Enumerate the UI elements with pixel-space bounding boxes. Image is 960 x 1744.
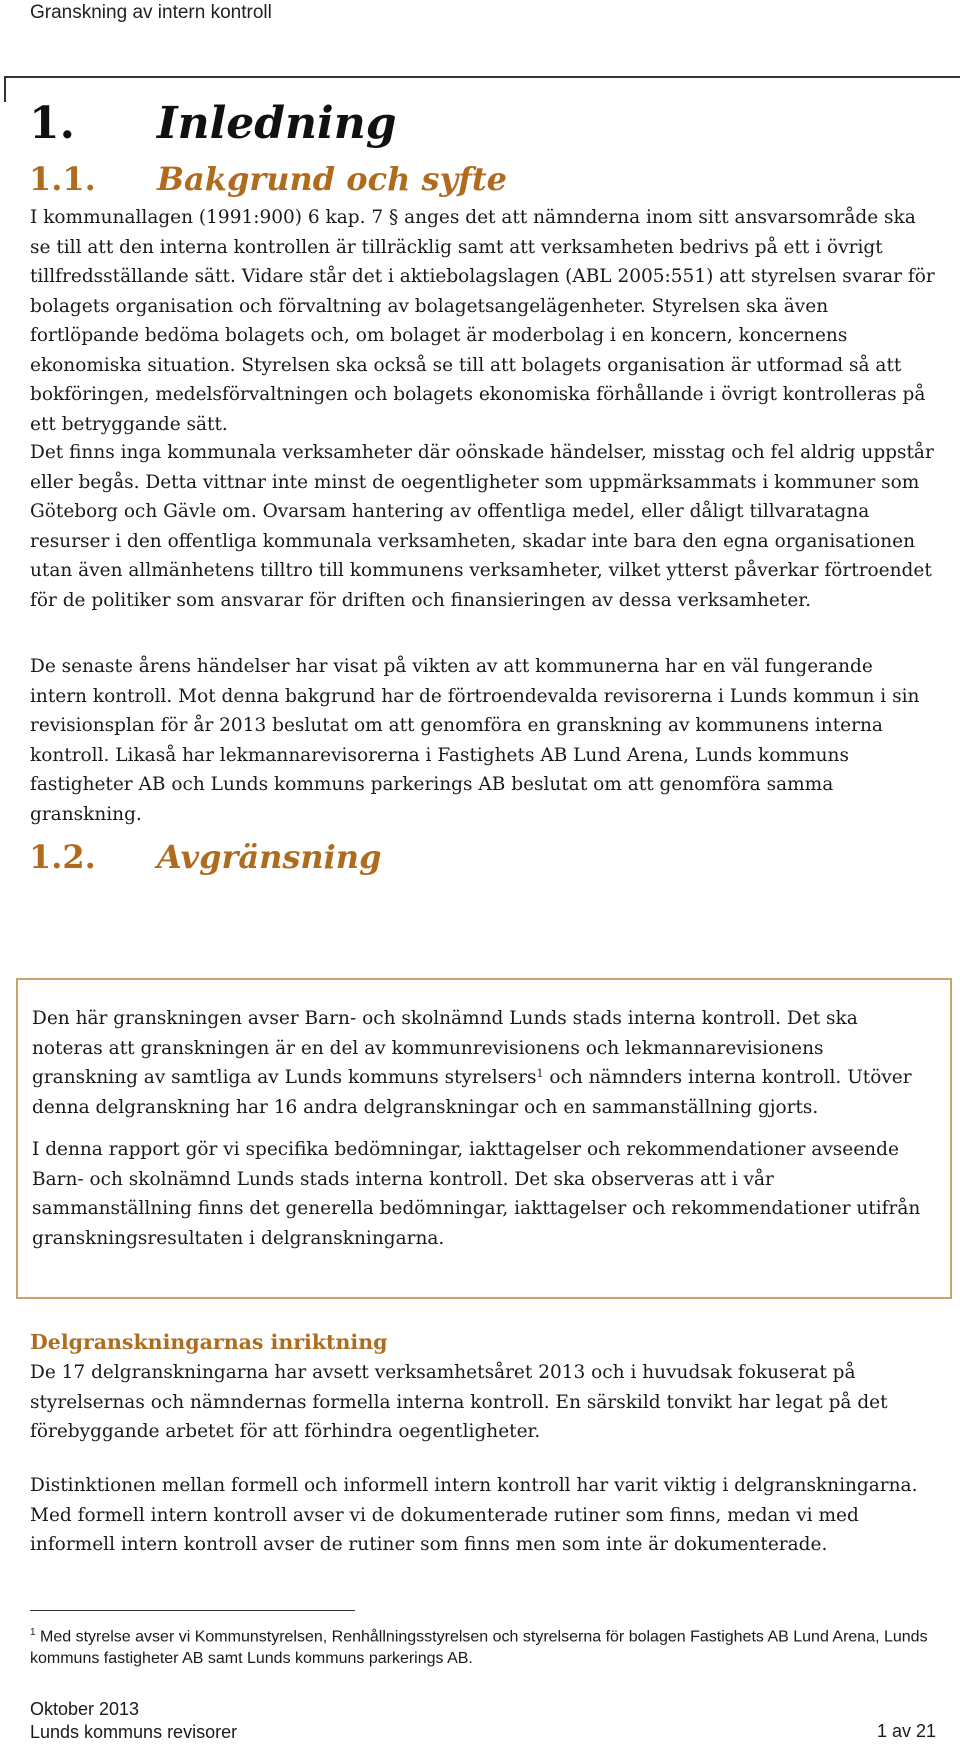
heading-inledning <box>29 98 397 149</box>
section-title: Bakgrund och syfte <box>157 160 507 198</box>
bakgrund-paragraph-3: De senaste årens händelser har visat på vikten av att kommunerna har en väl fungerande intern kontroll. Mot denna bakgrund har de förtroendevalda revisorerna i Lunds kommun i sin revisionsplan för år 2013 beslutat om att genomföra en granskning av kommunens interna kontroll. Likaså har lekmannarevisorerna i Fastighets AB Lund Arena, Lunds kommuns fastigheter AB och Lunds kommuns parkerings AB beslutat om att genomföra samma granskning. <box>30 656 920 825</box>
inriktning-paragraph-1: De 17 delgranskningarna har avsett verksamhetsåret 2013 och i huvudsak fokuserat på styrelsernas och nämndernas formella interna kontroll. En särskild tonvikt har legat på det förebyggande arbetet för att förhindra oegentligheter. <box>30 1362 888 1442</box>
inriktning-paragraph-2: Distinktionen mellan formell och informell intern kontroll har varit viktig i delgranskningarna. Med formell intern kontroll avser vi de dokumenterade rutiner som finns, medan vi med informell intern kontroll avser de rutiner som finns men som inte är dokumenterade. <box>30 1475 918 1555</box>
footnote-number: 1 <box>30 1627 36 1638</box>
bakgrund-paragraph-2: Det finns inga kommunala verksamheter där oönskade händelser, misstag och fel aldrig uppstår eller begås. Detta vittnar inte minst de oegentligheter som uppmärksammats i kommuner som Göteborg och Gävle om. Ovarsam hantering av offentliga medel, eller dåligt tillvaratagna resurser i den offentliga kommunala verksamheten, skadar inte bara den egna organisationen utan även allmänhetens tilltro till kommunens verksamheter, vilket ytterst påverkar förtroendet för de politiker som ansvarar för driften och finansieringen av dessa verksamheter. <box>30 442 934 611</box>
bakgrund-paragraph-1: I kommunallagen (1991:900) 6 kap. 7 § anges det att nämnderna inom sitt ansvarsområde ska se till att den interna kontrollen är tillräcklig samt att verksamheten bedrivs på ett i övrigt tillfredsställande sätt. Vidare står det i aktiebolagslagen (ABL 2005:551) att styrelsen svarar för bolagets organisation och förvaltning av bolagetsangelägenheter. Styrelsen ska även fortlöpande bedöma bolagets och, om bolaget är moderbolag i en koncern, koncernens ekonomiska situation. Styrelsen ska också se till att bolagets organisation är utformad så att bokföringen, medelsförvaltningen och bolagets ekonomiska förhållande i övrigt kontrolleras på ett betryggande sätt. <box>30 207 935 435</box>
avgransning-box <box>16 978 952 1299</box>
footnote-separator <box>30 1610 355 1611</box>
section-number: 1. <box>29 98 75 149</box>
running-header: Granskning av intern kontroll <box>30 2 272 23</box>
section-number: 1.1. <box>29 160 96 198</box>
avgransning-paragraph-2: I denna rapport gör vi specifika bedömningar, iakttagelser och rekommendationer avseende Barn- och skolnämnd Lunds stads interna kontroll. Det ska observeras att i vår sammanställning finns det generella bedömningar, iakttagelser och rekommendationer utifrån granskningsresultaten i delgranskningarna. <box>32 1139 921 1249</box>
heading-bakgrund-och-syfte <box>29 160 507 198</box>
footnote-reference[interactable]: 1 <box>536 1067 544 1080</box>
section-title: Inledning <box>157 98 397 149</box>
avgransning-paragraph-1: Den här granskningen avser Barn- och skolnämnd Lunds stads interna kontroll. Det ska noteras att granskningen är en del av kommunrevisionens och lekmannarevisionens granskning av samtliga av Lunds kommuns styrelsers$^1$ och nämnders interna kontroll. Utöver denna delgranskning har 16 andra delgranskningar och en sammanställning gjorts. <box>32 1008 912 1118</box>
page-number: 1 av 21 <box>876 1721 936 1741</box>
section-title: Avgränsning <box>157 838 382 876</box>
heading-avgransning <box>29 838 381 876</box>
section-number: 1.2. <box>29 838 96 876</box>
footnote: $^1$ Med styrelse avser vi Kommunstyrelsen, Renhållningsstyrelsen och styrelserna för bolagen Fastighets AB Lund Arena, Lunds kommuns fastigheter AB samt Lunds kommuns parkerings AB. <box>30 1627 928 1668</box>
page-footer <box>30 1698 237 1744</box>
footer-date: Oktober 2013 <box>30 1699 140 1719</box>
heading-delgranskningarnas-inriktning: Delgranskningarnas inriktning <box>30 1330 388 1354</box>
footer-organization: Lunds kommuns revisorer <box>30 1722 238 1742</box>
